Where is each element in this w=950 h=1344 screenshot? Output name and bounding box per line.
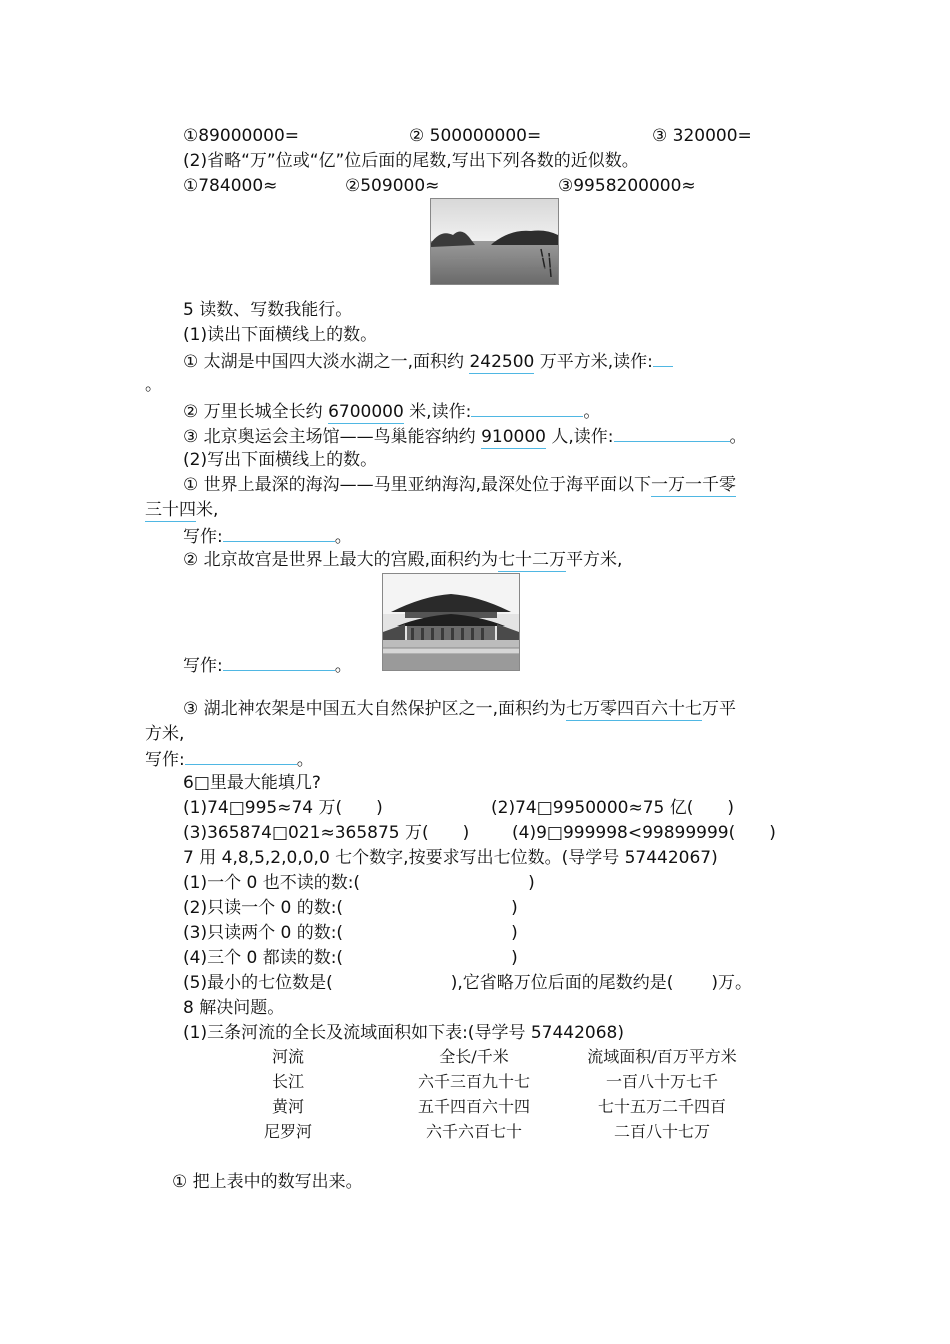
s7-question-1 [183, 871, 535, 895]
taihu-text-pre: ① 太湖是中国四大淡水湖之一,面积约 [183, 352, 470, 372]
approx-item-1: ①784000≈ [183, 176, 278, 196]
mariana-item [183, 473, 736, 497]
section-7-title: 7 用 4,8,5,2,0,0,0 七个数字,按要求写出七位数。(导学号 57442067) [183, 848, 718, 868]
palace-photo [382, 573, 520, 671]
s7-question-3 [183, 921, 518, 945]
approx-item-3: ③9958200000≈ [558, 176, 696, 196]
table-cell: 二百八十七万 [613, 1122, 710, 1141]
mariana-answer-blank[interactable] [223, 523, 335, 542]
forbidden-city-text-pre: ② 北京故宫是世界上最大的宫殿,面积约为 [183, 550, 499, 570]
s7-q2-close: ) [511, 898, 518, 918]
s6-q1-text: (1)74□995≈74 万( [183, 798, 343, 818]
section-5-part-1: (1)读出下面横线上的数。 [183, 325, 378, 345]
table-cell: 六千三百九十七 [417, 1072, 530, 1091]
table-cell: 尼罗河 [263, 1122, 312, 1141]
s6-question-3 [183, 821, 469, 845]
taihu-item [183, 348, 673, 374]
section-5-part-2: (2)写出下面横线上的数。 [183, 450, 378, 470]
s7-question-4 [183, 946, 518, 970]
table-cell: 五千四百六十四 [417, 1097, 530, 1116]
s7-q5-text-mid: ),它省略万位后面的尾数约是( [450, 973, 674, 993]
mariana-write-line [183, 523, 352, 549]
great-wall-number: 6700000 [328, 402, 404, 422]
great-wall-text-post: 米,读作: [403, 402, 472, 422]
forbidden-city-item [183, 548, 622, 572]
table-header-row [183, 1045, 743, 1069]
s7-q5-text-end: )万。 [711, 973, 753, 993]
section-6-title: 6□里最大能填几? [183, 773, 321, 793]
table-cell: 黄河 [271, 1097, 304, 1116]
s6-question-1 [183, 796, 383, 820]
s7-q1-text: (1)一个 0 也不读的数:( [183, 873, 361, 893]
great-wall-answer-blank[interactable] [471, 398, 583, 417]
q2-expression: ② 500000000= [409, 126, 542, 146]
taihu-number: 242500 [469, 352, 535, 372]
table-header-cell: 河流 [271, 1047, 304, 1066]
shennongjia-answer-blank[interactable] [185, 746, 297, 765]
s7-question-2 [183, 896, 518, 920]
section-5-title: 5 读数、写数我能行。 [183, 300, 353, 320]
forbidden-city-write-label: 写作: [183, 656, 223, 676]
birds-nest-text-pre: ③ 北京奥运会主场馆——鸟巢能容纳约 [183, 427, 482, 447]
s6-q2-text: (2)74□9950000≈75 亿( [491, 798, 694, 818]
lake-photo [430, 198, 559, 285]
s8-part-1: (1)三条河流的全长及流域面积如下表:(导学号 57442068) [183, 1023, 625, 1043]
table-header-cell: 全长/千米 [439, 1047, 509, 1066]
q1-expression: ①89000000= [183, 126, 300, 146]
s6-q2-close: ) [727, 798, 735, 818]
mariana-words-1: 一万一千零 [651, 475, 737, 495]
table-header-cell: 流域面积/百万平方米 [587, 1047, 737, 1066]
table-row [183, 1095, 743, 1119]
s6-q4-close: ) [769, 823, 776, 843]
rivers-table [183, 1045, 743, 1145]
great-wall-text-pre: ② 万里长城全长约 [183, 402, 329, 422]
s7-q3-close: ) [511, 923, 518, 943]
s7-q4-close: ) [511, 948, 518, 968]
mariana-text-pre: ① 世界上最深的海沟——马里亚纳海沟,最深处位于海平面以下 [183, 475, 652, 495]
forbidden-city-words: 七十二万 [498, 550, 567, 570]
shennongjia-text-post: 万平 [702, 699, 737, 719]
s7-question-5 [183, 971, 752, 995]
taihu-end-mark: 。 [145, 375, 162, 395]
mariana-end-mark: 。 [334, 527, 352, 547]
table-row [183, 1070, 743, 1094]
taihu-text-post: 万平方米,读作: [534, 352, 653, 372]
shennongjia-words: 七万零四百六十七 [566, 699, 703, 719]
birds-nest-text-post: 人,读作: [545, 427, 614, 447]
mariana-text-post: 米, [196, 500, 219, 520]
mariana-item-cont [145, 498, 218, 522]
s6-q4-text: (4)9□999998<99899999( [512, 823, 736, 843]
shennongjia-write-label: 写作: [145, 750, 185, 770]
approx-item-2: ②509000≈ [345, 176, 440, 196]
birds-nest-end-mark: 。 [729, 427, 747, 447]
great-wall-end-mark: 。 [583, 402, 601, 422]
q3-expression: ③ 320000= [652, 126, 752, 146]
table-cell: 一百八十万七千 [605, 1072, 718, 1091]
s8-question-1: ① 把上表中的数写出来。 [172, 1172, 363, 1192]
forbidden-city-answer-blank[interactable] [223, 652, 335, 671]
table-cell: 长江 [271, 1072, 304, 1091]
table-row [183, 1120, 743, 1144]
taihu-answer-blank[interactable] [653, 348, 673, 367]
shennongjia-text-cont: 方米, [145, 724, 185, 744]
s6-q1-close: ) [376, 798, 383, 818]
s7-q2-text: (2)只读一个 0 的数:( [183, 898, 344, 918]
shennongjia-text-pre: ③ 湖北神农架是中国五大自然保护区之一,面积约为 [183, 699, 567, 719]
shennongjia-write-line [145, 746, 314, 772]
s7-q1-close: ) [528, 873, 535, 893]
great-wall-item [183, 398, 600, 424]
forbidden-city-text-post: 平方米, [566, 550, 623, 570]
s6-question-2 [491, 796, 734, 820]
birds-nest-item [183, 423, 747, 449]
forbidden-city-write-line [183, 652, 352, 678]
section-8-title: 8 解决问题。 [183, 998, 285, 1018]
mariana-words-2: 三十四 [145, 500, 196, 520]
approx-instruction: (2)省略“万”位或“亿”位后面的尾数,写出下列各数的近似数。 [183, 151, 639, 171]
s7-q4-text: (4)三个 0 都读的数:( [183, 948, 344, 968]
mariana-write-label: 写作: [183, 527, 223, 547]
s6-q3-text: (3)365874□021≈365875 万( [183, 823, 429, 843]
shennongjia-end-mark: 。 [296, 750, 314, 770]
s6-question-4 [512, 821, 776, 845]
s7-q3-text: (3)只读两个 0 的数:( [183, 923, 344, 943]
table-cell: 七十五万二千四百 [597, 1097, 726, 1116]
birds-nest-number: 910000 [481, 427, 546, 447]
s7-q5-text-pre: (5)最小的七位数是( [183, 973, 333, 993]
shennongjia-item [183, 697, 736, 721]
birds-nest-answer-blank[interactable] [614, 423, 730, 442]
forbidden-city-end-mark: 。 [334, 656, 352, 676]
table-cell: 六千六百七十 [425, 1122, 522, 1141]
s6-q3-close: ) [462, 823, 470, 843]
